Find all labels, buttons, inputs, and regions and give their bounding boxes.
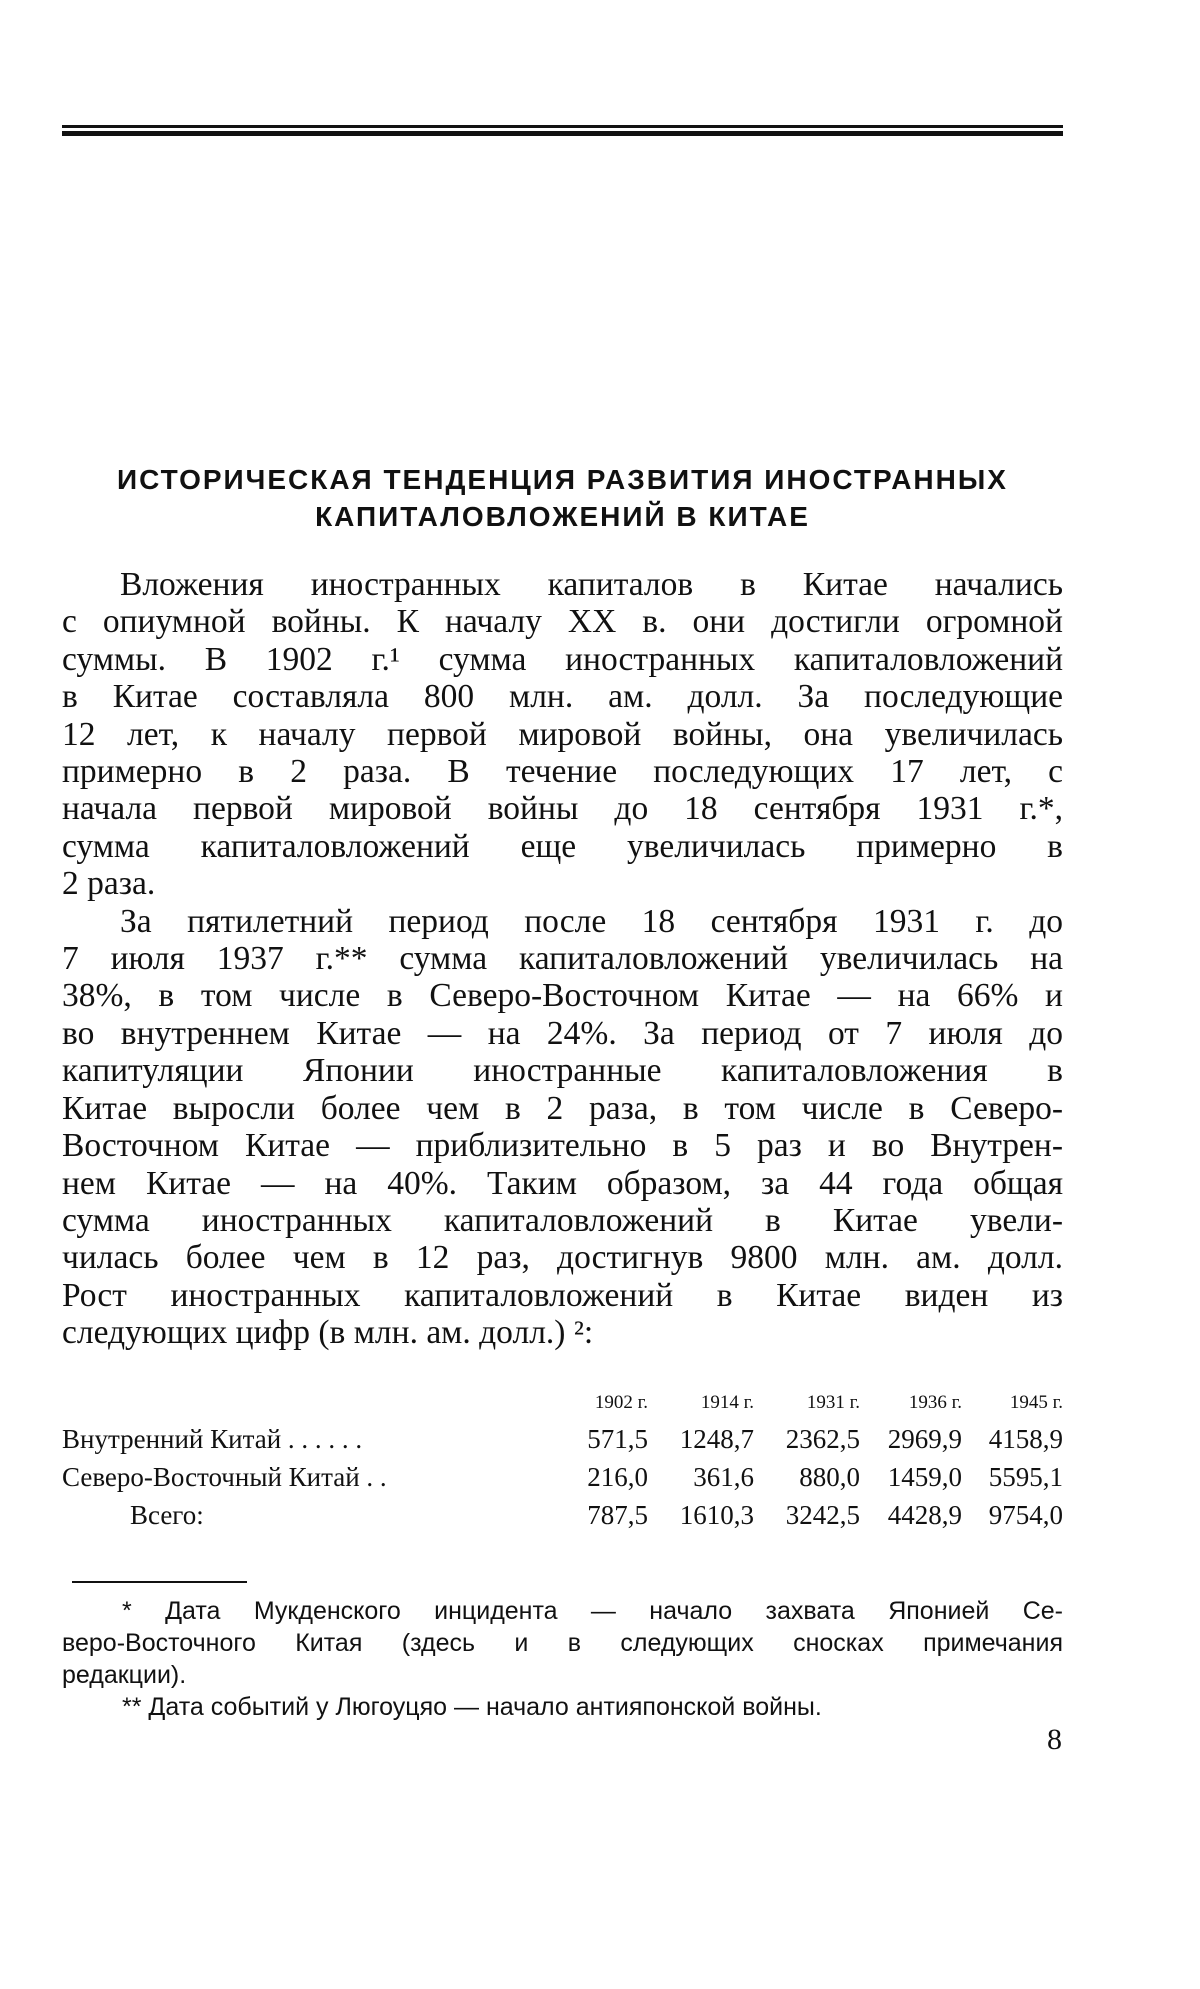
text-line: 2 раза.: [62, 865, 156, 903]
footnote-line: ** Дата событий у Люгоуцяо — начало антияпонской войны.: [122, 1693, 822, 1721]
table-cell: 571,5: [587, 1423, 648, 1454]
row-label: Всего:: [130, 1499, 204, 1530]
text-line: примерно в 2 раза. В течение последующих 17 лет, с: [62, 753, 1063, 791]
text-line: суммы. В 1902 г.¹ сумма иностранных капиталовложений: [62, 640, 1063, 678]
table-cell: 9754,0: [988, 1499, 1063, 1530]
table-cell: 880,0: [799, 1461, 860, 1492]
table-header-blank: [62, 1386, 540, 1420]
text-line: во внутреннем Китае — на 24%. За период от 7 июля до: [62, 1014, 1063, 1052]
year-header: 1945 г.: [1009, 1392, 1063, 1413]
year-header: 1936 г.: [908, 1392, 962, 1413]
table-cell: 787,5: [587, 1499, 648, 1530]
text-line: Вложения иностранных капиталов в Китае начались: [120, 566, 1063, 603]
heading-line-1: ИСТОРИЧЕСКАЯ ТЕНДЕНЦИЯ РАЗВИТИЯ ИНОСТРАННЫХ: [117, 464, 1008, 495]
row-label: Внутренний Китай . . . . . .: [62, 1423, 363, 1454]
footnote-1: [62, 1595, 1063, 1691]
page-number: 8: [1047, 1723, 1062, 1756]
text-line: следующих цифр (в млн. ам. долл.) ²:: [62, 1314, 594, 1352]
text-line: сумма иностранных капиталовложений в Китае увели-: [62, 1201, 1063, 1239]
table-cell: 2969,9: [887, 1423, 962, 1454]
table-cell: 4428,9: [887, 1499, 962, 1530]
text-line: Рост иностранных капиталовложений в Китае виден из: [62, 1276, 1063, 1314]
table-cell: 1610,3: [679, 1499, 754, 1530]
text-line: сумма капиталовложений еще увеличилась примерно в: [62, 827, 1063, 865]
year-header: 1931 г.: [806, 1392, 860, 1413]
text-line: За пятилетний период после 18 сентября 1931 г. до: [120, 902, 1063, 940]
table-cell: 361,6: [693, 1461, 754, 1492]
footnote-line: * Дата Мукденского инцидента — начало захвата Японией Се-: [122, 1597, 1063, 1625]
year-header: 1914 г.: [700, 1392, 754, 1413]
footnotes: [62, 1595, 1063, 1723]
table-cell: 2362,5: [785, 1423, 860, 1454]
footnote-line: веро-Восточного Китая (здесь и в следующих сносках примечания: [62, 1629, 1063, 1657]
table-row-total: [62, 1496, 1063, 1534]
text-line: начала первой мировой войны до 18 сентября 1931 г.*,: [62, 790, 1063, 828]
footnote-2: [62, 1691, 1063, 1723]
footnote-line: редакции).: [62, 1661, 187, 1689]
section-heading: [62, 461, 1063, 535]
year-header: 1902 г.: [594, 1392, 648, 1413]
footnote-rule: [72, 1581, 247, 1583]
text-line: с опиумной войны. К началу XX в. они достигли огромной: [62, 603, 1063, 641]
body-text: [62, 566, 1063, 1352]
text-line: чилась более чем в 12 раз, достигнув 9800 млн. ам. долл.: [62, 1239, 1063, 1277]
text-line: капитуляции Японии иностранные капиталовложения в: [62, 1052, 1063, 1090]
text-line: 7 июля 1937 г.** сумма капиталовложений увеличилась на: [62, 940, 1063, 978]
investment-table: [62, 1386, 1063, 1534]
row-label: Северо-Восточный Китай . .: [62, 1461, 387, 1492]
top-rule-thick: [62, 131, 1063, 136]
table-cell: 1248,7: [679, 1423, 754, 1454]
table-cell: 216,0: [587, 1461, 648, 1492]
heading-line-2: КАПИТАЛОВЛОЖЕНИЙ В КИТАЕ: [315, 501, 810, 532]
table-cell: 5595,1: [988, 1461, 1063, 1492]
text-line: 38%, в том числе в Северо-Восточном Китае — на 66% и: [62, 977, 1063, 1015]
table-cell: 3242,5: [785, 1499, 860, 1530]
table-row: [62, 1420, 1063, 1458]
text-line: в Китае составляла 800 млн. ам. долл. За последующие: [62, 678, 1063, 716]
text-line: нем Китае — на 40%. Таким образом, за 44 года общая: [62, 1164, 1063, 1202]
paragraph-2: [62, 903, 1063, 1352]
table-cell: 4158,9: [988, 1423, 1063, 1454]
table-header-row: [62, 1386, 1063, 1420]
text-line: Китае выросли более чем в 2 раза, в том числе в Северо-: [62, 1089, 1063, 1127]
paragraph-1: [62, 566, 1063, 903]
top-rule-thin: [62, 125, 1063, 128]
table-row: [62, 1458, 1063, 1496]
table-cell: 1459,0: [887, 1461, 962, 1492]
text-line: 12 лет, к началу первой мировой войны, она увеличилась: [62, 715, 1063, 753]
text-line: Восточном Китае — приблизительно в 5 раз и во Внутрен-: [62, 1127, 1063, 1165]
